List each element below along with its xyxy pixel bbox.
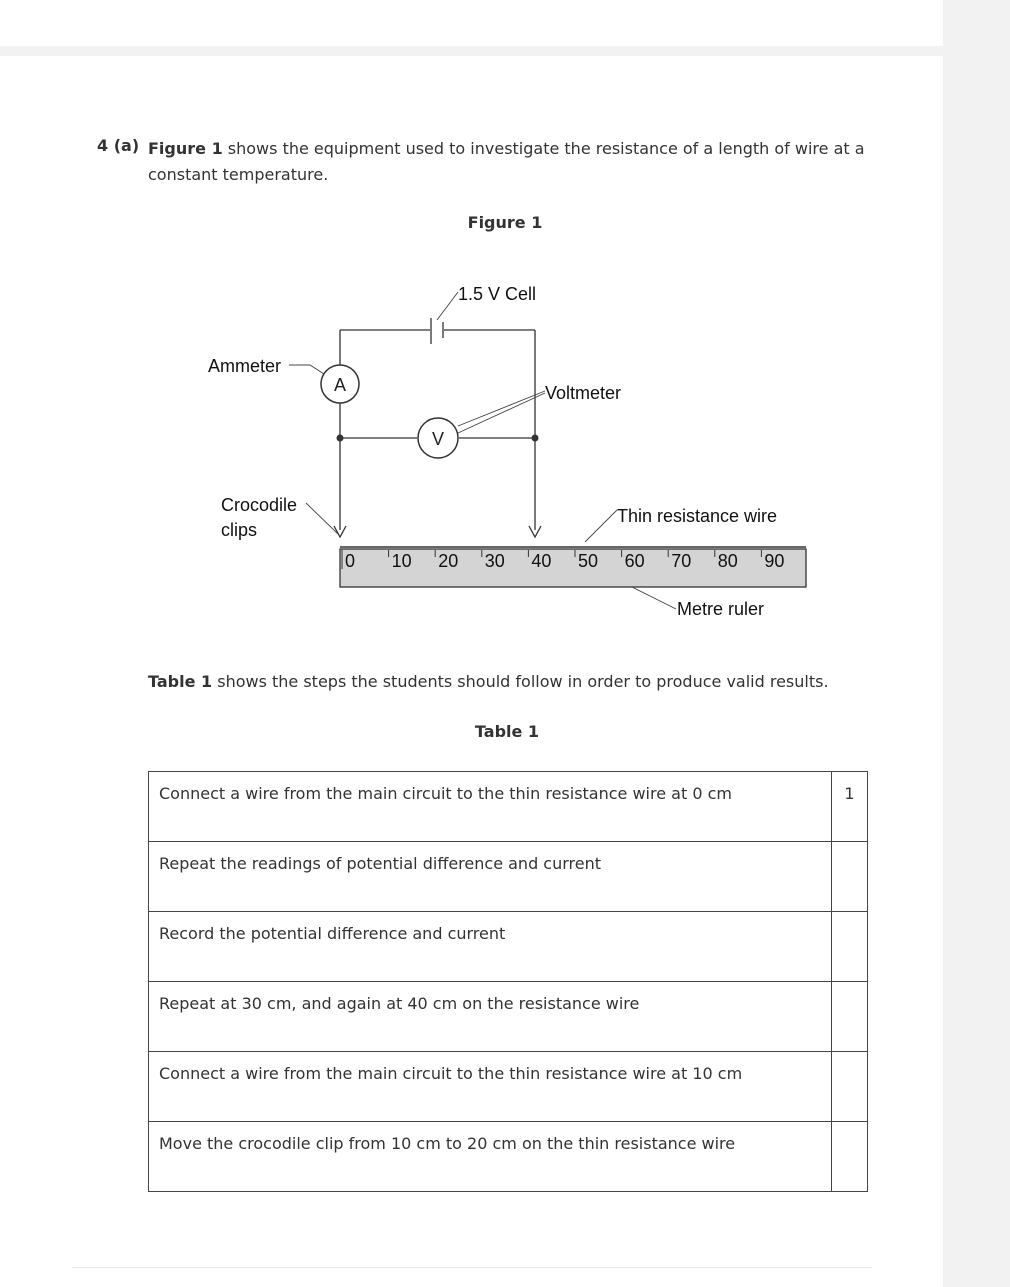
voltmeter-label: Voltmeter bbox=[545, 383, 622, 403]
question-number: 4 (a) bbox=[97, 136, 140, 155]
ruler-leader bbox=[632, 587, 676, 609]
step-text: Connect a wire from the main circuit to the thin resistance wire at 10 cm bbox=[149, 1052, 832, 1122]
ammeter-label: Ammeter bbox=[208, 356, 282, 376]
steps-table bbox=[148, 771, 868, 1192]
thin-wire-leader bbox=[585, 510, 617, 542]
table-intro-text: shows the steps the students should follow in order to produce valid results. bbox=[212, 672, 829, 691]
table-row bbox=[149, 842, 868, 912]
order-box[interactable]: 1 bbox=[832, 772, 868, 842]
top-bar bbox=[0, 0, 943, 46]
ruler-tick-label: 20 bbox=[438, 551, 459, 571]
ruler-tick-label: 30 bbox=[484, 551, 505, 571]
table-row bbox=[149, 912, 868, 982]
ruler-tick-label: 40 bbox=[531, 551, 552, 571]
table-row bbox=[149, 772, 868, 842]
order-box[interactable] bbox=[832, 1052, 868, 1122]
crocodile-leader bbox=[306, 503, 338, 534]
order-box[interactable] bbox=[832, 982, 868, 1052]
figure-title: Figure 1 bbox=[467, 213, 543, 232]
crocodile-label: Crocodile bbox=[221, 495, 298, 515]
footer-divider bbox=[72, 1267, 872, 1268]
order-box[interactable] bbox=[832, 1122, 868, 1192]
table-reference: Table 1 bbox=[148, 672, 213, 691]
voltmeter-symbol: V bbox=[431, 429, 445, 449]
question-page bbox=[0, 56, 943, 1287]
figure-reference: Figure 1 bbox=[148, 139, 223, 158]
ruler-tick-label: 60 bbox=[624, 551, 645, 571]
circuit-diagram bbox=[0, 56, 943, 656]
thin-wire-label: Thin resistance wire bbox=[617, 506, 778, 526]
junction-left bbox=[337, 435, 344, 442]
voltmeter-leader-1 bbox=[458, 391, 545, 426]
junction-right bbox=[532, 435, 539, 442]
ruler-tick-label: 0 bbox=[345, 551, 356, 571]
step-text: Repeat at 30 cm, and again at 40 cm on the resistance wire bbox=[149, 982, 832, 1052]
cell-icon bbox=[431, 318, 443, 344]
ruler-tick-label: 50 bbox=[578, 551, 599, 571]
crocodile-label-2: clips bbox=[221, 520, 258, 540]
order-box[interactable] bbox=[832, 912, 868, 982]
order-box[interactable] bbox=[832, 842, 868, 912]
ammeter-symbol: A bbox=[333, 375, 347, 395]
step-text: Record the potential difference and current bbox=[149, 912, 832, 982]
ruler-tick-label: 90 bbox=[764, 551, 785, 571]
ruler-tick-label: 70 bbox=[671, 551, 692, 571]
step-text: Connect a wire from the main circuit to the thin resistance wire at 0 cm bbox=[149, 772, 832, 842]
ammeter-leader bbox=[289, 365, 324, 374]
metre-ruler-label: Metre ruler bbox=[677, 599, 765, 619]
table-intro bbox=[148, 672, 829, 691]
voltmeter-leader-2 bbox=[458, 393, 545, 433]
table-row bbox=[149, 982, 868, 1052]
step-text: Repeat the readings of potential difference and current bbox=[149, 842, 832, 912]
question-body: shows the equipment used to investigate the resistance of a length of wire at a constant temperature. bbox=[148, 139, 865, 184]
table-row bbox=[149, 1122, 868, 1192]
table-title: Table 1 bbox=[474, 722, 540, 741]
ruler-tick-label: 10 bbox=[391, 551, 412, 571]
table-row bbox=[149, 1052, 868, 1122]
cell-leader bbox=[437, 292, 458, 320]
step-text: Move the crocodile clip from 10 cm to 20 cm on the thin resistance wire bbox=[149, 1122, 832, 1192]
ruler-tick-label: 80 bbox=[717, 551, 738, 571]
cell-label: 1.5 V Cell bbox=[458, 284, 537, 304]
